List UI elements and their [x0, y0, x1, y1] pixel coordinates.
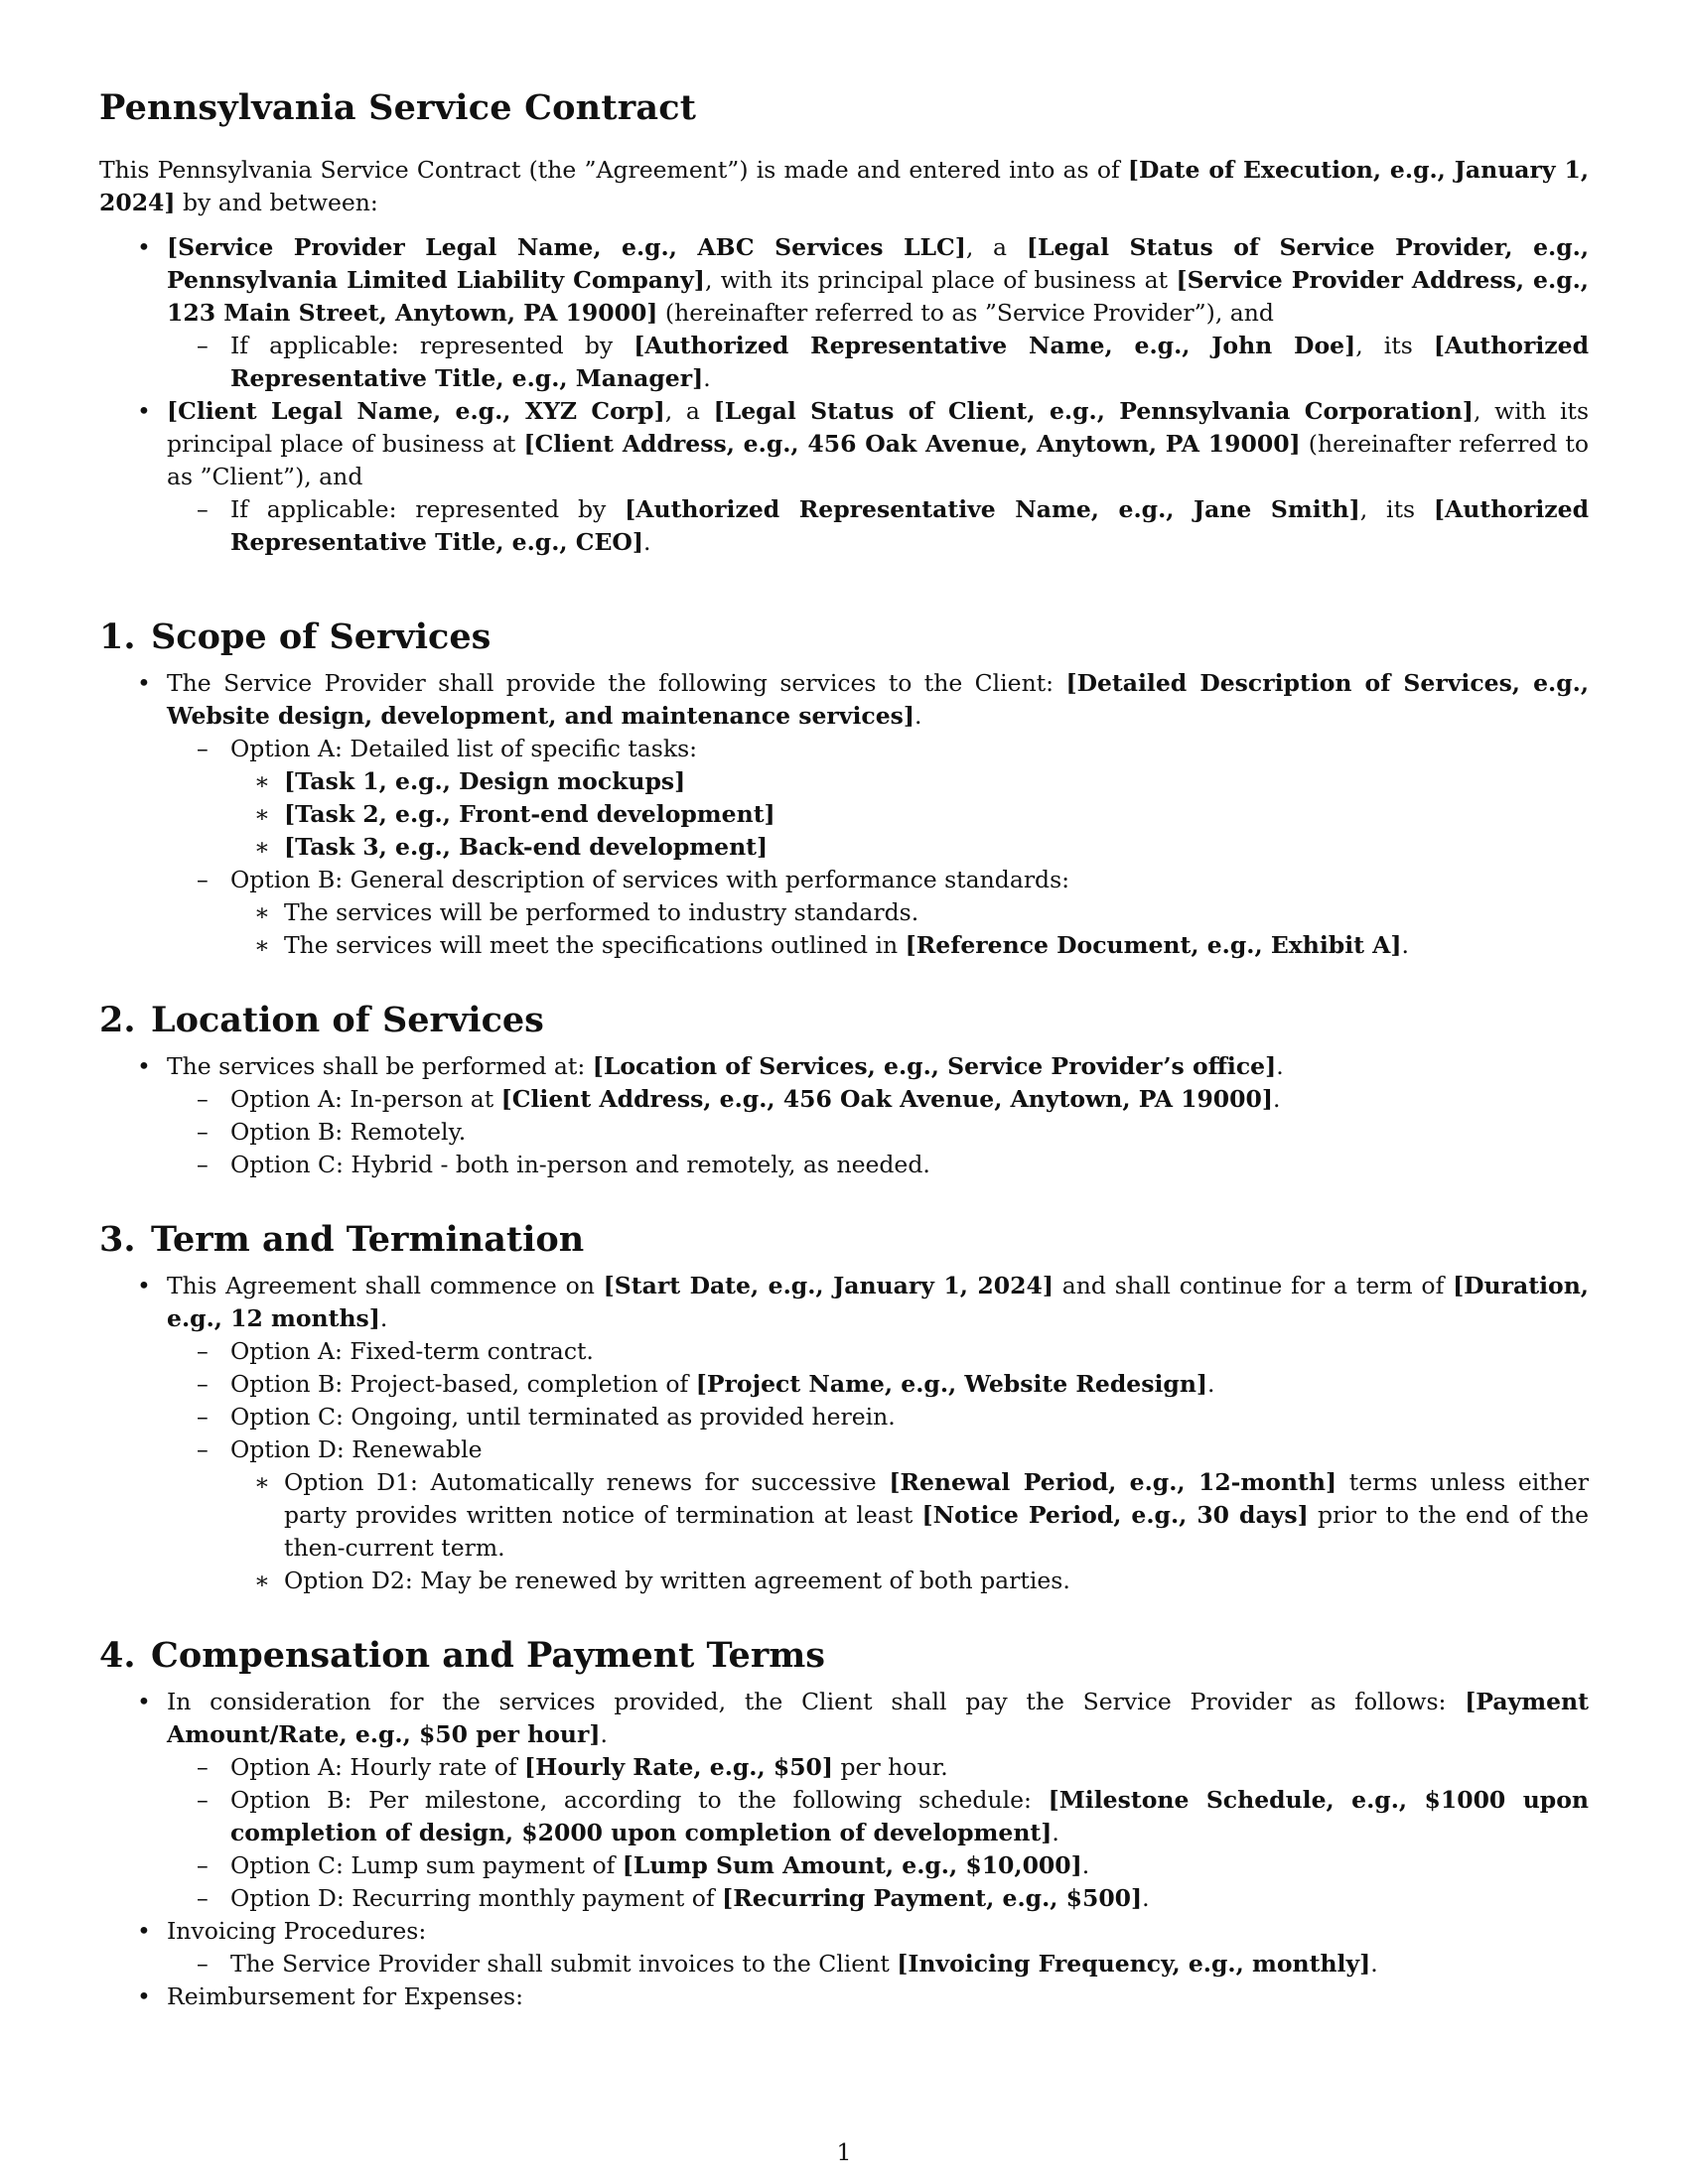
placeholder: [Payment Amount/Rate, e.g., $50 per hour] [167, 1688, 1589, 1748]
party-client [99, 395, 1589, 559]
placeholder: [Recurring Payment, e.g., $500] [722, 1884, 1143, 1912]
client-status: [Legal Status of Client, e.g., Pennsylvania Corporation] [713, 397, 1474, 425]
text: , with its principal place of business at [704, 266, 1177, 294]
text: terms unless either party provides written notice of termination at least [284, 1468, 1589, 1529]
section-heading-term [99, 1219, 1589, 1260]
text: per hour. [833, 1753, 948, 1781]
rep-name: [Authorized Representative Name, e.g., Jane Smith] [625, 495, 1360, 523]
renewal-options [230, 1466, 1589, 1597]
provider-status: [Legal Status of Service Provider, e.g., Pennsylvania Limited Liability Company] [167, 233, 1590, 294]
list-item [167, 1784, 1589, 1849]
location-options [167, 1083, 1589, 1181]
section-number: 4. [99, 1635, 136, 1676]
scope-option-b [167, 864, 1589, 962]
list-item [230, 765, 1589, 798]
text: Option D: Renewable [230, 1435, 483, 1463]
text: Option A: Detailed list of specific tasks: [230, 735, 698, 762]
list-item [230, 1466, 1589, 1565]
section-number: 3. [99, 1219, 136, 1260]
task: [Task 2, e.g., Front-end development] [284, 800, 775, 828]
provider-name: [Service Provider Legal Name, e.g., ABC Services LLC] [167, 233, 966, 261]
placeholder: [Project Name, e.g., Website Redesign] [695, 1370, 1208, 1398]
text: , its [1359, 495, 1434, 523]
text: The services will meet the specifications outlined in [284, 931, 906, 959]
text: Option B: Project-based, completion of [230, 1370, 696, 1398]
payment-options [167, 1751, 1589, 1915]
list-item [167, 1368, 1589, 1401]
term-list [99, 1270, 1589, 1597]
section-title: Term and Termination [151, 1219, 585, 1260]
text: Option B: Per milestone, according to the following schedule: [230, 1786, 1049, 1814]
compensation-lead [99, 1686, 1589, 1915]
text: Option C: Hybrid - both in-person and remotely, as needed. [230, 1151, 930, 1178]
client-representative [167, 493, 1589, 559]
text: Option D2: May be renewed by written agreement of both parties. [284, 1567, 1070, 1594]
placeholder: [Client Address, e.g., 456 Oak Avenue, Anytown, PA 19000] [500, 1085, 1273, 1113]
reimbursement-expenses [99, 1980, 1589, 2013]
intro-text: by and between: [175, 189, 378, 216]
text: Option A: In-person at [230, 1085, 501, 1113]
text: . [1370, 1950, 1378, 1978]
scope-list [99, 667, 1589, 962]
intro-paragraph [99, 154, 1589, 219]
list-item [167, 1948, 1589, 1980]
placeholder: [Notice Period, e.g., 30 days] [921, 1501, 1309, 1529]
intro-placeholder: [Date of Execution, e.g., January 1, 2024] [99, 156, 1590, 216]
section-heading-scope [99, 616, 1589, 657]
location-lead [99, 1050, 1589, 1181]
text: , with its principal place of business at [167, 397, 1590, 458]
provider-representative [167, 330, 1589, 395]
section-title: Compensation and Payment Terms [151, 1635, 825, 1676]
list-item [167, 1849, 1589, 1882]
provider-sublist [167, 330, 1589, 395]
section-title: Location of Services [151, 1000, 544, 1040]
text: . [643, 528, 651, 556]
placeholder: [Detailed Description of Services, e.g., Website design, development, and maintenance services] [167, 669, 1590, 730]
invoicing-sublist [167, 1948, 1589, 1980]
placeholder: [Renewal Period, e.g., 12-month] [889, 1468, 1337, 1496]
scope-options [167, 733, 1589, 962]
text: The services shall be performed at: [167, 1052, 593, 1080]
list-item [167, 1433, 1589, 1597]
text: . [379, 1304, 388, 1332]
list-item [167, 1149, 1589, 1181]
text: Invoicing Procedures: [167, 1917, 427, 1945]
placeholder: [Reference Document, e.g., Exhibit A] [905, 931, 1402, 959]
rep-title: [Authorized Representative Title, e.g., CEO] [230, 495, 1589, 556]
placeholder: [Start Date, e.g., January 1, 2024] [603, 1272, 1054, 1299]
standards-list [230, 896, 1589, 962]
placeholder: [Milestone Schedule, e.g., $1000 upon completion of design, $2000 upon completion of development] [230, 1786, 1589, 1846]
text: In consideration for the services provided, the Client shall pay the Service Provider as follows: [167, 1688, 1466, 1715]
location-list [99, 1050, 1589, 1181]
term-options [167, 1335, 1589, 1597]
text: The Service Provider shall provide the following services to the Client: [167, 669, 1066, 697]
list-item [230, 831, 1589, 864]
party-provider [99, 231, 1589, 395]
scope-lead [99, 667, 1589, 962]
text: and shall continue for a term of [1053, 1272, 1454, 1299]
section-number: 2. [99, 1000, 136, 1040]
list-item [230, 896, 1589, 929]
client-sublist [167, 493, 1589, 559]
text: . [1142, 1884, 1150, 1912]
term-lead [99, 1270, 1589, 1597]
text: (hereinafter referred to as ”Service Provider”), and [657, 299, 1274, 327]
task: [Task 1, e.g., Design mockups] [284, 767, 686, 795]
list-item [230, 798, 1589, 831]
parties-list [99, 231, 1589, 559]
section-heading-compensation [99, 1635, 1589, 1676]
placeholder: [Duration, e.g., 12 months] [167, 1272, 1589, 1332]
list-item [167, 1882, 1589, 1915]
text: This Agreement shall commence on [167, 1272, 604, 1299]
task: [Task 3, e.g., Back-end development] [284, 833, 769, 861]
text: , a [664, 397, 714, 425]
text: Option C: Lump sum payment of [230, 1851, 623, 1879]
list-item [230, 929, 1589, 962]
text: prior to the end of the then-current term. [284, 1501, 1589, 1562]
text: . [600, 1720, 608, 1748]
text: . [1081, 1851, 1090, 1879]
rep-name: [Authorized Representative Name, e.g., John Doe] [633, 332, 1356, 359]
text: The services will be performed to industry standards. [284, 898, 919, 926]
intro-text: This Pennsylvania Service Contract (the ”Agreement”) is made and entered into as of [99, 156, 1128, 184]
task-list [230, 765, 1589, 864]
document-title: Pennsylvania Service Contract [99, 87, 697, 128]
invoicing-procedures [99, 1915, 1589, 1980]
scope-option-a [167, 733, 1589, 864]
text: Option D: Recurring monthly payment of [230, 1884, 723, 1912]
section-title: Scope of Services [151, 616, 492, 657]
section-number: 1. [99, 616, 136, 657]
section-heading-location [99, 1000, 1589, 1040]
text: . [703, 364, 711, 392]
rep-title: [Authorized Representative Title, e.g., Manager] [230, 332, 1589, 392]
client-name: [Client Legal Name, e.g., XYZ Corp] [167, 397, 665, 425]
text: Option B: General description of services with performance standards: [230, 866, 1070, 893]
text: Option D1: Automatically renews for successive [284, 1468, 890, 1496]
text: . [1276, 1052, 1284, 1080]
text: . [914, 702, 922, 730]
text: . [1207, 1370, 1215, 1398]
document-page [99, 87, 1589, 2013]
page-number: 1 [836, 2138, 852, 2166]
list-item [167, 1116, 1589, 1149]
placeholder: [Hourly Rate, e.g., $50] [524, 1753, 834, 1781]
list-item [167, 1335, 1589, 1368]
text: Option A: Hourly rate of [230, 1753, 525, 1781]
text: Option B: Remotely. [230, 1118, 467, 1146]
list-item [167, 1401, 1589, 1433]
text: (hereinafter referred to as ”Client”), and [167, 430, 1589, 490]
list-item [167, 1751, 1589, 1784]
text: . [1273, 1085, 1281, 1113]
placeholder: [Invoicing Frequency, e.g., monthly] [897, 1950, 1371, 1978]
list-item [167, 1083, 1589, 1116]
text: Option A: Fixed-term contract. [230, 1337, 594, 1365]
text: Option C: Ongoing, until terminated as provided herein. [230, 1403, 896, 1431]
provider-address: [Service Provider Address, e.g., 123 Main Street, Anytown, PA 19000] [167, 266, 1589, 327]
client-address: [Client Address, e.g., 456 Oak Avenue, Anytown, PA 19000] [523, 430, 1301, 458]
text: Reimbursement for Expenses: [167, 1982, 524, 2010]
text: , a [965, 233, 1027, 261]
text: If applicable: represented by [230, 332, 634, 359]
text: The Service Provider shall submit invoices to the Client [230, 1950, 898, 1978]
list-item [230, 1565, 1589, 1597]
text: . [1052, 1819, 1059, 1846]
text: . [1401, 931, 1409, 959]
compensation-list [99, 1686, 1589, 2013]
placeholder: [Lump Sum Amount, e.g., $10,000] [622, 1851, 1082, 1879]
text: If applicable: represented by [230, 495, 626, 523]
text: , its [1355, 332, 1434, 359]
placeholder: [Location of Services, e.g., Service Provider’s office] [592, 1052, 1277, 1080]
